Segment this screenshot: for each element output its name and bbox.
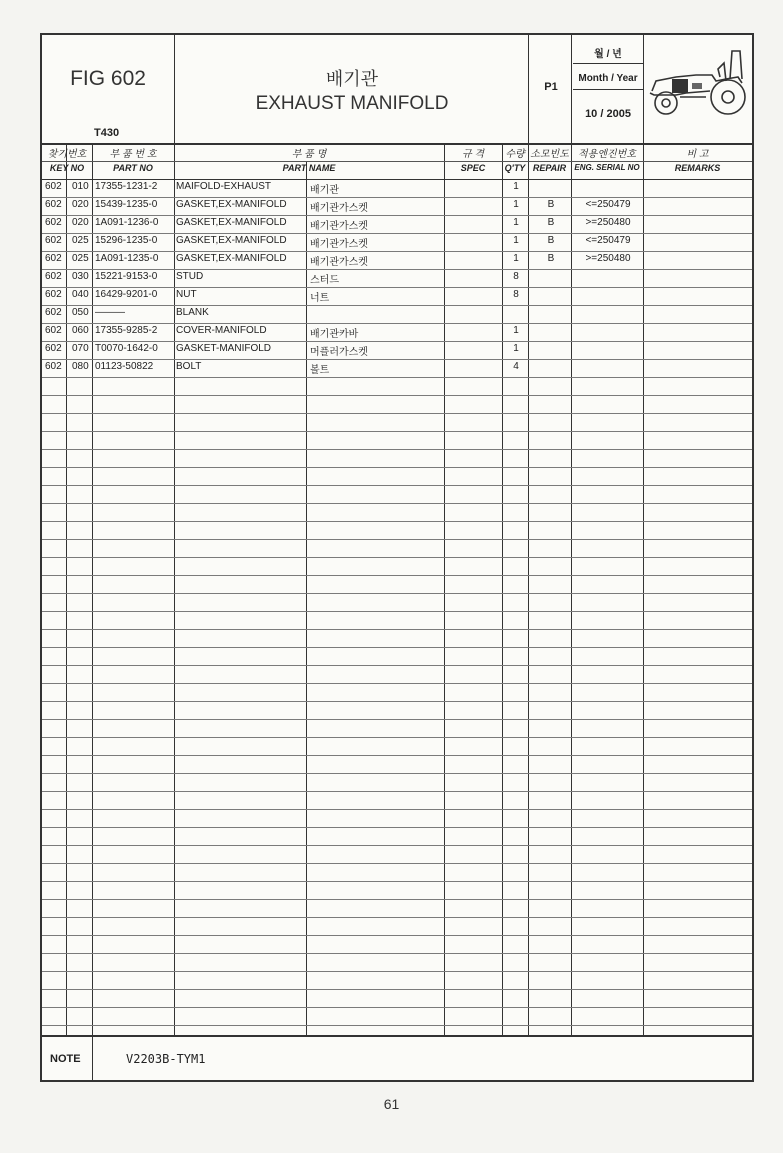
table-row — [42, 557, 752, 576]
month-year-value: 10 / 2005 — [585, 108, 631, 120]
row-part-name-korean: 배기관가스켓 — [310, 203, 368, 214]
row-qty: 1 — [513, 199, 519, 210]
row-part-name: GASKET,EX-MANIFOLD — [176, 217, 287, 228]
table-row — [42, 485, 752, 504]
row-serial: >=250480 — [585, 253, 631, 264]
row-part-name-korean: 배기관가스켓 — [310, 257, 368, 268]
table-row — [42, 683, 752, 702]
column-spec: SPEC — [460, 163, 486, 173]
column-part-name: PART NAME — [282, 163, 336, 173]
table-row — [42, 233, 752, 252]
row-part-name-korean: 배기관가스켓 — [310, 221, 368, 232]
row-qty: 8 — [513, 271, 519, 282]
row-key-no: 070 — [72, 343, 89, 354]
table-row — [42, 611, 752, 630]
row-serial: >=250480 — [585, 217, 631, 228]
table-row — [42, 431, 752, 450]
row-qty: 1 — [513, 217, 519, 228]
divider — [643, 35, 644, 143]
row-part-no: T0070-1642-0 — [95, 343, 158, 354]
table-row — [42, 845, 752, 864]
row-key-no: 080 — [72, 361, 89, 372]
row-repair: B — [547, 199, 555, 210]
column-qty-korean: 수량 — [505, 149, 525, 160]
table-row — [42, 1007, 752, 1026]
row-qty: 1 — [513, 235, 519, 246]
column-qty: Q'TY — [504, 163, 526, 173]
row-fig: 602 — [45, 325, 62, 336]
divider — [573, 63, 643, 64]
table-row — [42, 215, 752, 234]
row-part-name-korean: 배기관가스켓 — [310, 239, 368, 250]
column-remarks-korean: 비 고 — [686, 149, 709, 160]
divider — [528, 35, 529, 143]
month-year-label-korean: 월 / 년 — [594, 49, 622, 60]
sheet-header — [42, 35, 752, 145]
row-fig: 602 — [45, 271, 62, 282]
row-part-no: 01123-50822 — [95, 361, 154, 372]
divider — [174, 35, 175, 143]
table-row — [42, 449, 752, 468]
figure-number: FIG 602 — [70, 67, 146, 90]
column-serial-korean: 적용엔진번호 — [578, 149, 636, 160]
row-part-no: 1A091-1235-0 — [95, 253, 159, 264]
page-code: P1 — [544, 81, 558, 93]
model-name: T430 — [94, 127, 120, 139]
table-row — [42, 575, 752, 594]
row-qty: 1 — [513, 253, 519, 264]
title-english: EXHAUST MANIFOLD — [255, 93, 449, 114]
row-fig: 602 — [45, 343, 62, 354]
row-key-no: 060 — [72, 325, 89, 336]
row-qty: 1 — [513, 181, 519, 192]
table-row — [42, 881, 752, 900]
row-fig: 602 — [45, 289, 62, 300]
row-key-no: 020 — [72, 217, 89, 228]
column-part-no: PART NO — [113, 163, 153, 173]
row-fig: 602 — [45, 217, 62, 228]
table-row — [42, 395, 752, 414]
parts-sheet — [40, 33, 754, 1082]
divider — [42, 161, 752, 162]
row-key-no: 010 — [72, 181, 89, 192]
row-part-name-korean: 배기관 — [310, 185, 339, 196]
row-part-no: 17355-9285-2 — [95, 325, 158, 336]
row-part-name: GASKET,EX-MANIFOLD — [176, 253, 287, 264]
row-qty: 1 — [513, 343, 519, 354]
table-row — [42, 503, 752, 522]
table-row — [42, 359, 752, 378]
row-part-name-korean: 너트 — [310, 293, 330, 304]
row-serial: <=250479 — [585, 235, 631, 246]
table-row — [42, 539, 752, 558]
table-row — [42, 989, 752, 1008]
table-row — [42, 305, 752, 324]
table-row — [42, 737, 752, 756]
column-header — [42, 143, 752, 180]
row-qty: 8 — [513, 289, 519, 300]
row-part-no: 15439-1235-0 — [95, 199, 158, 210]
table-row — [42, 917, 752, 936]
row-fig: 602 — [45, 235, 62, 246]
row-part-name-korean: 볼트 — [310, 365, 330, 376]
row-serial: <=250479 — [585, 199, 631, 210]
row-part-name: NUT — [176, 289, 197, 300]
row-part-name-korean: 배기관카바 — [310, 329, 359, 340]
row-part-no: 1A091-1236-0 — [95, 217, 159, 228]
row-repair: B — [547, 217, 555, 228]
table-row — [42, 935, 752, 954]
table-row — [42, 377, 752, 396]
column-part-no-korean: 부 품 번 호 — [109, 149, 157, 160]
table-row — [42, 287, 752, 306]
table-row — [42, 665, 752, 684]
row-part-name: GASKET-MANIFOLD — [176, 343, 272, 354]
table-row — [42, 971, 752, 990]
table-row — [42, 719, 752, 738]
table-row — [42, 521, 752, 540]
table-row — [42, 899, 752, 918]
row-key-no: 025 — [72, 253, 89, 264]
row-fig: 602 — [45, 199, 62, 210]
note-label: NOTE — [50, 1053, 81, 1065]
column-spec-korean: 규 격 — [461, 149, 485, 160]
divider — [92, 1037, 93, 1082]
row-key-no: 030 — [72, 271, 89, 282]
table-row — [42, 647, 752, 666]
table-row — [42, 341, 752, 360]
column-remarks: REMARKS — [674, 163, 721, 173]
row-part-no: 16429-9201-0 — [95, 289, 158, 300]
table-row — [42, 197, 752, 216]
month-year-label: Month / Year — [578, 73, 638, 84]
row-part-no: ——— — [95, 307, 125, 318]
column-key-korean: 찾기번호 — [47, 149, 87, 160]
column-key: KEY NO — [49, 163, 85, 173]
note-value: V2203B-TYM1 — [126, 1052, 206, 1066]
column-repair: REPAIR — [532, 163, 567, 173]
column-part-name-korean: 부 품 명 — [291, 149, 327, 160]
row-repair: B — [547, 253, 555, 264]
row-part-name-korean: 머플러가스켓 — [310, 347, 368, 358]
table-row — [42, 179, 752, 198]
table-row — [42, 593, 752, 612]
row-fig: 602 — [45, 253, 62, 264]
table-row — [42, 629, 752, 648]
table-row — [42, 863, 752, 882]
table-row — [42, 827, 752, 846]
title-korean: 배기관 — [325, 69, 379, 89]
row-part-name: GASKET,EX-MANIFOLD — [176, 199, 287, 210]
row-part-name: BOLT — [176, 361, 202, 372]
table-row — [42, 773, 752, 792]
table-row — [42, 791, 752, 810]
column-repair-korean: 소모빈도 — [530, 149, 569, 160]
row-fig: 602 — [45, 181, 62, 192]
table-row — [42, 953, 752, 972]
row-repair: B — [547, 235, 555, 246]
page-number: 61 — [383, 1096, 400, 1112]
row-part-no: 17355-1231-2 — [95, 181, 158, 192]
row-key-no: 020 — [72, 199, 89, 210]
tractor-icon — [646, 41, 750, 121]
row-part-name: GASKET,EX-MANIFOLD — [176, 235, 287, 246]
row-part-no: 15221-9153-0 — [95, 271, 158, 282]
table-row — [42, 269, 752, 288]
row-part-no: 15296-1235-0 — [95, 235, 158, 246]
note-section — [42, 1035, 752, 1082]
row-qty: 4 — [513, 361, 519, 372]
row-key-no: 025 — [72, 235, 89, 246]
parts-table-body — [42, 179, 752, 1035]
row-fig: 602 — [45, 361, 62, 372]
row-part-name: BLANK — [176, 307, 209, 318]
table-row — [42, 413, 752, 432]
table-row — [42, 251, 752, 270]
row-fig: 602 — [45, 307, 62, 318]
divider — [573, 89, 643, 90]
row-part-name: COVER-MANIFOLD — [176, 325, 267, 336]
row-key-no: 050 — [72, 307, 89, 318]
row-qty: 1 — [513, 325, 519, 336]
row-key-no: 040 — [72, 289, 89, 300]
row-part-name: STUD — [176, 271, 204, 282]
table-row — [42, 323, 752, 342]
table-row — [42, 701, 752, 720]
table-row — [42, 467, 752, 486]
column-serial: ENG. SERIAL NO — [574, 163, 640, 172]
row-part-name: MAIFOLD-EXHAUST — [176, 181, 272, 192]
table-row — [42, 755, 752, 774]
row-part-name-korean: 스터드 — [310, 275, 339, 286]
table-row — [42, 809, 752, 828]
